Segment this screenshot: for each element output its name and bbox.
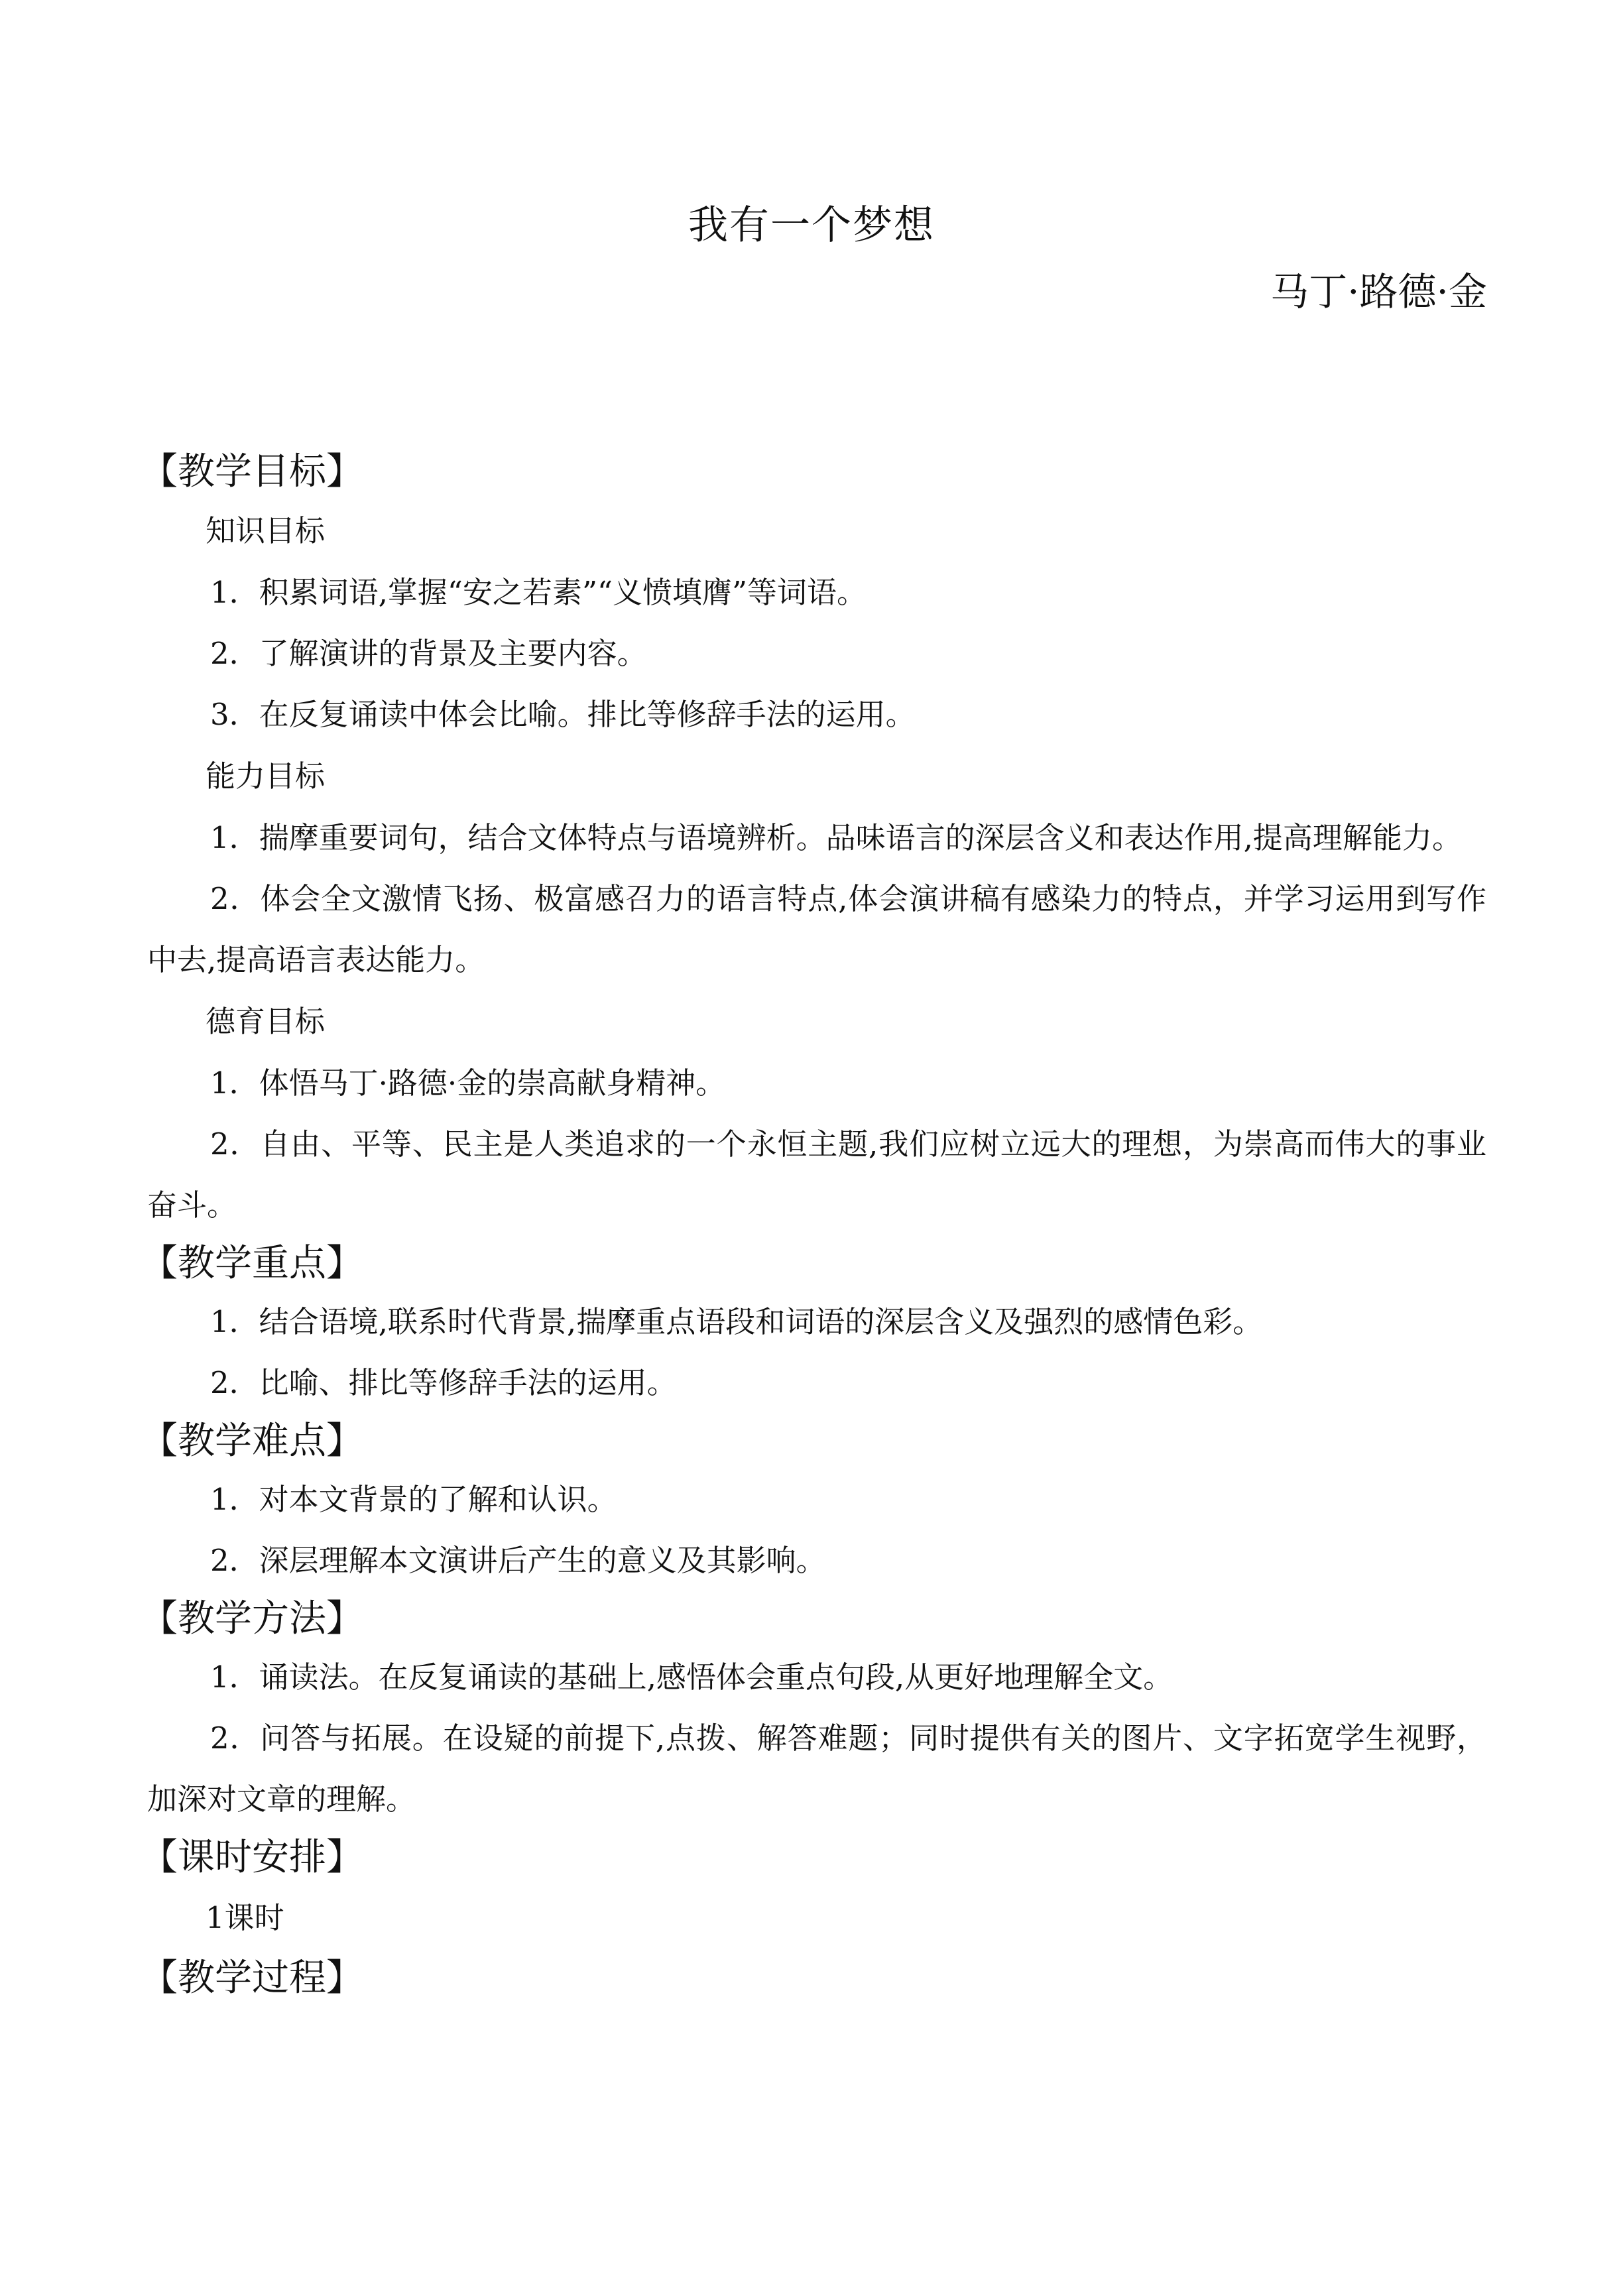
document-body [141,444,1486,2006]
list-item: 1．结合语境,联系时代背景,揣摩重点语段和词语的深层含义及强烈的感情色彩。 [210,1304,1263,1339]
author-name: 马丁·路德·金 [1270,269,1487,314]
section-heading-difficulties: 【教学难点】 [141,1420,363,1463]
list-item: 2．体会全文激情飞扬、极富感召力的语言特点,体会演讲稿有感染力的特点，并学习运用到写作中去,提高语言表达能力。 [147,881,1486,977]
list-item: 1．揣摩重要词句，结合文体特点与语境辨析。品味语言的深层含义和表达作用,提高理解能力。 [210,820,1462,855]
list-item: 1．积累词语,掌握“安之若素”“义愤填膺”等词语。 [210,575,867,610]
list-item: 3．在反复诵读中体会比喻。排比等修辞手法的运用。 [210,697,916,732]
section-heading-schedule: 【课时安排】 [141,1836,363,1879]
section-heading-process: 【教学过程】 [141,1957,363,2000]
list-item: 1．诵读法。在反复诵读的基础上,感悟体会重点句段,从更好地理解全文。 [210,1660,1173,1695]
list-item: 2．问答与拓展。在设疑的前提下,点拨、解答难题；同时提供有关的图片、文字拓宽学生视野，加深对文章的理解。 [147,1721,1486,1817]
list-item: 2．深层理解本文演讲后产生的意义及其影响。 [210,1543,826,1578]
schedule-text: 1课时 [206,1900,284,1935]
list-item: 1．体悟马丁·路德·金的崇高献身精神。 [210,1065,726,1101]
subheading-ability: 能力目标 [206,758,326,794]
list-item: 1．对本文背景的了解和认识。 [210,1482,617,1517]
page-title: 我有一个梦想 [688,202,935,249]
section-heading-key-points: 【教学重点】 [141,1242,363,1285]
list-item: 2．自由、平等、民主是人类追求的一个永恒主题,我们应树立远大的理想，为崇高而伟大的事业奋斗。 [147,1126,1486,1223]
section-heading-objectives: 【教学目标】 [141,450,363,493]
section-heading-methods: 【教学方法】 [141,1597,363,1640]
subheading-moral: 德育目标 [206,1004,326,1039]
list-item: 2．比喻、排比等修辞手法的运用。 [210,1365,677,1400]
subheading-knowledge: 知识目标 [206,513,326,548]
list-item: 2．了解演讲的背景及主要内容。 [210,636,647,671]
